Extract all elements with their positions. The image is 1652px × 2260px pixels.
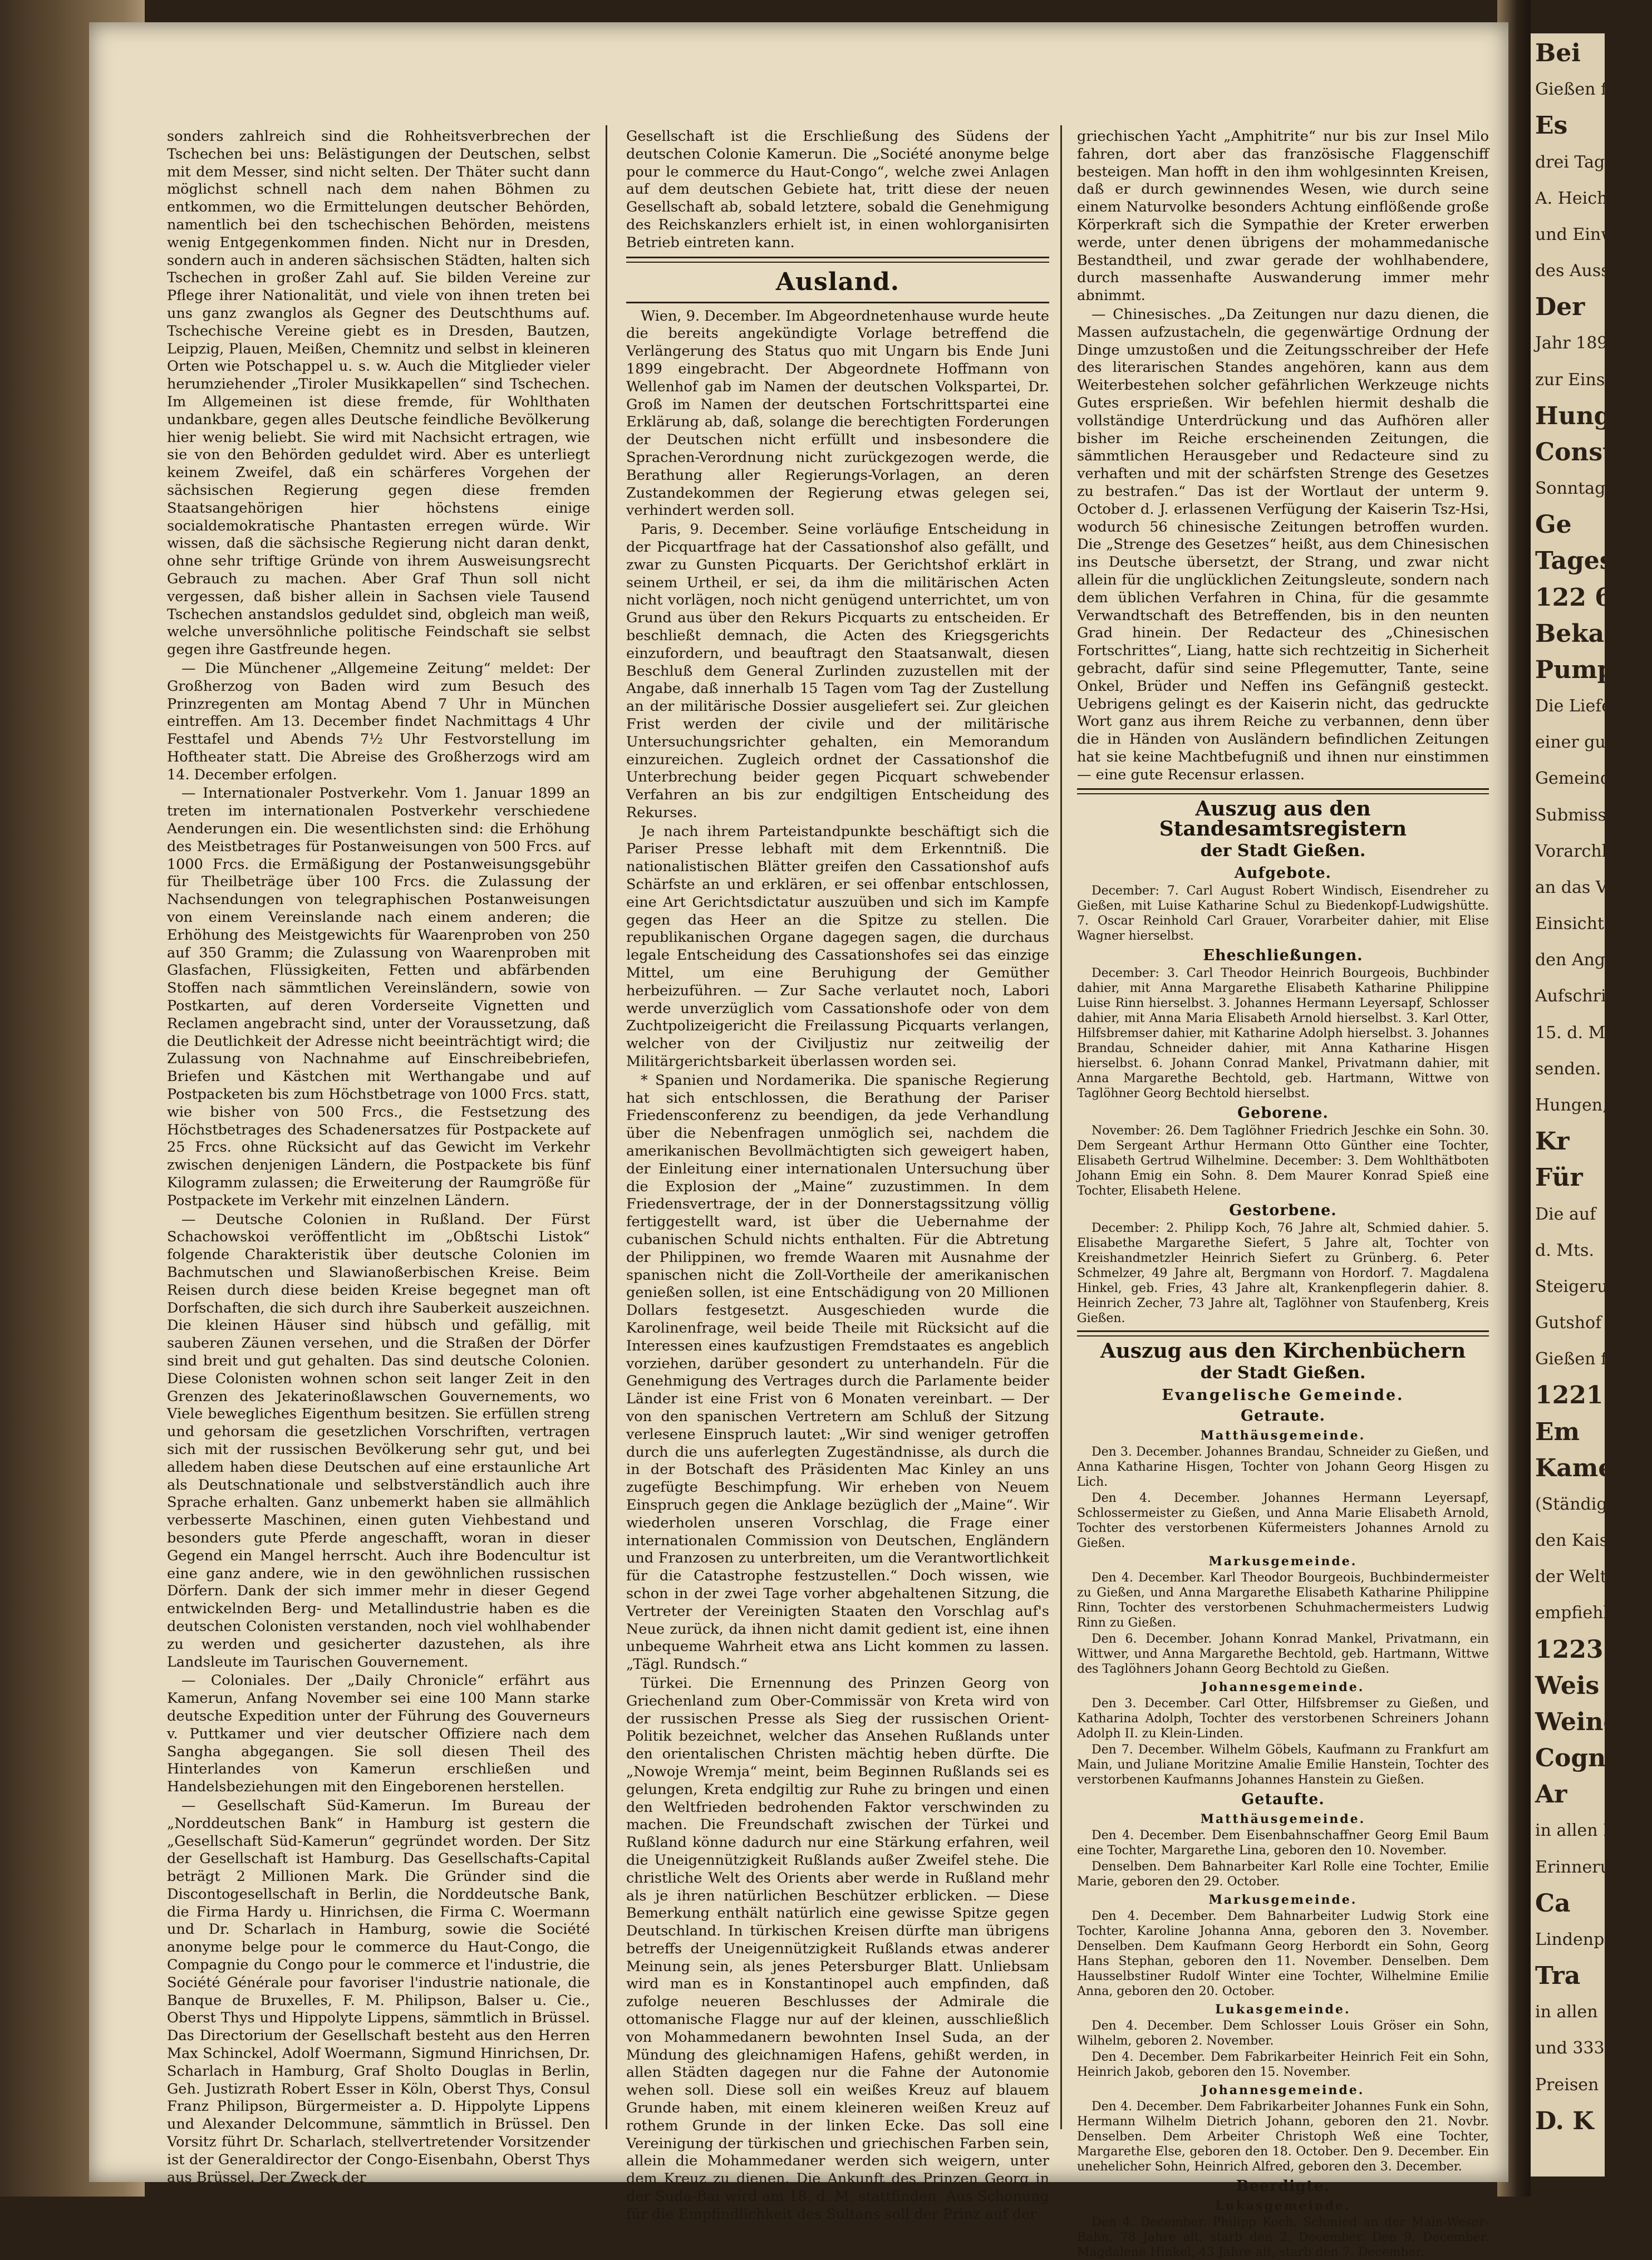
register-entry: November: 26. Dem Taglöhner Friedrich Jeschke ein Sohn. 30. Dem Sergeant Arthur Hermann Otto Günther eine Tochter, Elisabeth Gertrud Wilhelmine. December: 3. Dem Wohlthätboten Johann Emig ein Sohn. 8. Dem Maurer Konrad Spieß eine Tochter, Elisabeth Helene. bbox=[1077, 1123, 1489, 1198]
adjacent-page-text: Steigerung bbox=[1535, 1277, 1630, 1296]
subheading: Gestorbene. bbox=[1229, 1201, 1337, 1219]
subheading: Geborene. bbox=[1237, 1104, 1329, 1122]
adjacent-page-text: Consum bbox=[1535, 438, 1646, 466]
subheading: Evangelische Gemeinde. bbox=[1162, 1386, 1404, 1404]
register-entry: Den 4. December. Dem Bahnarbeiter Ludwig Stork eine Tochter, Karoline Johanna Anna, geboren den 3. November. Denselben. Dem Kaufmann Georg Herbordt ein Sohn, Georg Hans Stephan, geboren den 11. November. Denselben. Dem Hausselbstiner Rudolf Winter eine Tochter, Wilhelmine Emilie Anna, geboren den 20. October. bbox=[1077, 1909, 1489, 1999]
adjacent-page-text: den Angebo bbox=[1535, 950, 1636, 970]
parish-heading: Lukasgemeinde. bbox=[1215, 2002, 1351, 2017]
adjacent-page-text: Sonntag bbox=[1535, 479, 1606, 498]
church-register-city: der Stadt Gießen. bbox=[1200, 1363, 1366, 1383]
adjacent-page-text: Tages bbox=[1535, 547, 1614, 575]
subheading: Aufgebote. bbox=[1234, 864, 1332, 882]
parish-heading: Matthäusgemeinde. bbox=[1200, 1428, 1366, 1443]
column-rule bbox=[1060, 125, 1062, 2129]
adjacent-page-text: und 333er. G bbox=[1535, 2038, 1645, 2058]
register-entry: Den 7. December. Wilhelm Göbels, Kaufmann zu Frankfurt am Main, und Juliane Moritzine Amalie Emilie Hanstein, Tochter des verstorbenen Kaufmanns Johannes Hanstein zu Gießen. bbox=[1077, 1743, 1489, 1787]
article-text: — Coloniales. Der „Daily Chronicle“ erfährt aus Kamerun, Anfang November sei eine 100 Mann starke deutsche Expedition unter der Führung des Gouverneurs v. Puttkamer und vier deutscher Offiziere nach dem Sangha abgegangen. Sie soll diesen Theil des Hinterlandes von Kamerun erschließen und Handelsbeziehungen mit den Eingeborenen herstellen. bbox=[167, 1672, 590, 1796]
adjacent-page-text: 122 6 bbox=[1535, 583, 1612, 612]
register-entry: Den 3. December. Johannes Brandau, Schneider zu Gießen, und Anna Katharine Hisgen, Tochter von Johann Georg Hisgen zu Lich. bbox=[1077, 1445, 1489, 1490]
adjacent-page-text: Weine, bbox=[1535, 1708, 1628, 1736]
adjacent-page-text: Kr bbox=[1535, 1127, 1570, 1156]
adjacent-page-text: Pump bbox=[1535, 656, 1615, 684]
adjacent-page-text: Es bbox=[1535, 111, 1568, 140]
register-entry: Denselben. Dem Bahnarbeiter Karl Rolle eine Tochter, Emilie Marie, geboren den 29. October. bbox=[1077, 1860, 1489, 1889]
adjacent-page-text: D. K bbox=[1535, 2107, 1594, 2135]
register-entry: Den 4. December. Dem Fabrikarbeiter Heinrich Feit ein Sohn, Heinrich Jakob, geboren den 15. November. bbox=[1077, 2050, 1489, 2080]
register-entry: Den 4. December. Karl Theodor Bourgeois, Buchbindermeister zu Gießen, und Anna Margarethe Elisabeth Katharine Philippine Rinn, Tochter des verstorbenen Schuhmachermeisters Ludwig Rinn zu Gießen. bbox=[1077, 1571, 1489, 1630]
adjacent-page-text: Ge bbox=[1535, 510, 1572, 539]
parish-heading: Markusgemeinde. bbox=[1208, 1554, 1358, 1569]
adjacent-page-text: Die Liefe bbox=[1535, 696, 1612, 716]
parish-heading: Markusgemeinde. bbox=[1208, 1893, 1358, 1908]
adjacent-page-text: des Ausscha bbox=[1535, 261, 1640, 281]
adjacent-page-text: Hungen, bbox=[1535, 1095, 1608, 1115]
article-text: — Deutsche Colonien in Rußland. Der Fürst Schachowskoi veröffentlicht im „Obßtschi Listok“ folgende Charakteristik über deutsche Colonien im Bachmutschen und Slawianoßerbischen Kreise. Beim Reisen durch diese beiden Kreise begegnet man oft Dorfschaften, die sich durch ihre Sauberkeit auszeichnen. Die kleinen Häuser sind hübsch und gefällig, mit sauberen Zäunen versehen, und die Straßen der Dörfer sind breit und gut gehalten. Das sind deutsche Colonien. Diese Colonisten wohnen schon seit langer Zeit in den Grenzen des Jekaterinoßlawschen Gouvernements, wo Viele bewegliches Eigenthum besitzen. Sie erfüllen streng und gehorsam die gesetzlichen Vorschriften, vertragen sich mit der russischen Bevölkerung sehr gut, und bei alledem haben diese Deutschen auf eine erstaunliche Art als Deutschnationale und selbstverständlich auch ihre Sprache erhalten. Ganz unbemerkt haben sie allmählich verbesserte Maschinen, einen guten Viehbestand und besonders gute Pferde angeschafft, woran in dieser Gegend ein Mangel herrscht. Auch ihre Bodencultur ist eine ganz andere, wie in den gewöhnlichen russischen Dörfern. Dank der sich immer mehr in dieser Gegend entwickelnden Berg- und Metallindustrie haben es die deutschen Colonisten verstanden, noch viel wohlhabender zu werden und gesicherter dazustehen, als ihre Landsleute im Taurischen Gouvernement. bbox=[167, 1211, 590, 1671]
adjacent-page-text: Gießen finde bbox=[1535, 80, 1644, 99]
adjacent-page-text: Jahr 1899 bbox=[1535, 333, 1619, 353]
article-text: Gesellschaft ist die Erschließung des Südens der deutschen Colonie Kamerun. Die „Société anonyme belge pour le commerce du Haut-Congo“, welche zwei Anlagen auf dem deutschen Gebiete hat, tritt diese der neuen Gesellschaft ab, sobald letztere, sobald die Genehmigung des Reichskanzlers erhielt ist, in einen wohlorganisirten Betrieb eintreten kann. bbox=[626, 128, 1049, 251]
register-title: Auszug aus den Standesamtsregistern bbox=[1159, 797, 1407, 841]
adjacent-page-text: Für bbox=[1535, 1163, 1583, 1192]
adjacent-page-text: Ca bbox=[1535, 1889, 1571, 1918]
subheading: Getaufte. bbox=[1241, 1791, 1325, 1809]
adjacent-page-text: A. Heich bbox=[1535, 189, 1608, 208]
subheading: Getraute. bbox=[1240, 1407, 1326, 1425]
register-entry: Den 6. December. Johann Konrad Mankel, Privatmann, ein Wittwer, und Anna Margarethe Bechtold, geb. Hartmann, Wittwe des Taglöhners Johann Georg Bechtold zu Gießen. bbox=[1077, 1632, 1489, 1677]
adjacent-page-text: Einsicht offen bbox=[1535, 914, 1652, 934]
adjacent-page-text: Erinnerung, bbox=[1535, 1858, 1638, 1877]
register-entry: Den 4. December. Johannes Hermann Leyersapf, Schlossermeister zu Gießen, und Anna Marie Elisabeth Arnold, Tochter des verstorbenen Küfermeisters Johannes Arnold zu Gießen. bbox=[1077, 1491, 1489, 1551]
church-register-title: Auszug aus den Kirchenbüchern bbox=[1100, 1339, 1466, 1363]
adjacent-page-text: 12213 bbox=[1535, 1381, 1621, 1409]
parish-heading: Johannesgemeinde. bbox=[1201, 2083, 1365, 2098]
adjacent-page-text: und Einwe bbox=[1535, 225, 1625, 244]
parish-heading: Lukasgemeinde. bbox=[1215, 2198, 1351, 2213]
section-rule bbox=[626, 302, 1049, 303]
adjacent-page-text: Em bbox=[1535, 1418, 1580, 1446]
subheading: Beerdigte. bbox=[1236, 2178, 1330, 2195]
register-entry: December: 3. Carl Theodor Heinrich Bourgeois, Buchbinder dahier, mit Anna Margarethe Elisabeth Katharine Philippine Luise Rinn hierselbst. 3. Johannes Hermann Leyersapf, Schlosser dahier, mit Anna Maria Elisabeth Arnold hierselbst. 3. Karl Otter, Hilfsbremser dahier, mit Katharine Adolph hierselbst. 3. Johannes Brandau, Schneider dahier, mit Anna Katharine Hisgen hierselbst. 6. Johann Conrad Mankel, Privatmann dahier, mit Anna Margarethe Bechtold, geb. Hartmann, Wittwe von Taglöhner Georg Bechtold hierselbst. bbox=[1077, 966, 1489, 1101]
adjacent-page-text: (Ständiger bbox=[1535, 1495, 1625, 1514]
register-entry: Den 3. December. Carl Otter, Hilfsbremser zu Gießen, und Katharina Adolph, Tochter des verstorbenen Schreiners Johann Adolph II. zu Klein-Linden. bbox=[1077, 1697, 1489, 1741]
article-text: Türkei. Die Ernennung des Prinzen Georg von Griechenland zum Ober-Commissär von Kreta wird von der russischen Presse als Sieg der russischen Orient-Politik bezeichnet, welcher das Ansehen Rußlands unter den orientalischen Christen mächtig heben dürfte. Die „Nowoje Wremja“ meint, beim Beginnen Rußlands sei es gelungen, Kreta endgiltig zur Ruhe zu bringen und einen den Weltfrieden bedrohenden Faktor verschwinden zu machen. Die Freundschaft zwischen der Türkei und Rußland könne dadurch nur eine Stärkung erfahren, weil die Uneigennützigkeit Rußlands außer Zweifel stehe. Die christliche Welt des Orients aber werde in Rußland mehr als je ihren natürlichen Beschützer erblicken. — Diese Bemerkung enthält natürlich eine gewisse Spitze gegen Deutschland. In türkischen Kreisen dürfte man übrigens betreffs der Uneigennützigkeit Rußlands etwas anderer Meinung sein, als jenes Petersburger Blatt. Unliebsam wird man es in Konstantinopel auch empfinden, daß zufolge neueren Beschlusses der Admirale die ottomanische Flagge nur auf der kleinen, ausschließlich von Mohammedanern bewohnten Insel Suda, an der Mündung des gleichnamigen Hafens, gehißt werden, in allen Städten dagegen nur die Fahne der Autonomie wehen soll. Diese soll ein weißes Kreuz auf blauem Grunde haben, mit einem kleineren weißen Kreuz auf rothem Grunde in der linken Ecke. Das soll eine Vereinigung der türkischen und griechischen Farben sein, allein die Mohammedaner werden sich weigern, unter dem Kreuz zu dienen. Die Ankunft des Prinzen Georg in der Suda-Bai wird am 18. d. M. stattfinden. Aus Schonung für die Empfindlichkeit des Sultans soll der Prinz auf der bbox=[626, 1674, 1049, 2223]
adjacent-page-text: Vorarchläge bbox=[1535, 842, 1638, 861]
article-text: — Die Münchener „Allgemeine Zeitung“ meldet: Der Großherzog von Baden wird zum Besuch des Prinzregenten am Montag Abend 7 Uhr in München eintreffen. Am 13. December findet Nachmittags 4 Uhr Festtafel und Abends 7½ Uhr Festvorstellung im Hoftheater statt. Die Abreise des Großherzogs wird am 14. December erfolgen. bbox=[167, 660, 590, 783]
register-entry: December: 2. Philipp Koch, 76 Jahre alt, Schmied dahier. 5. Elisabethe Margarethe Siefert, 5 Jahre alt, Tochter von Kreishandmetzler Heinrich Siefert zu Grünberg. 6. Peter Schmelzer, 49 Jahre alt, Bergmann von Hordorf. 7. Magdalena Hinkel, geb. Fries, 43 Jahre alt, Krankenpflegerin dahier. 8. Heinrich Zecher, 73 Jahre alt, Taglöhner von Staufenberg, Kreis Gießen. bbox=[1077, 1221, 1489, 1325]
article-text: griechischen Yacht „Amphitrite“ nur bis zur Insel Milo fahren, dort aber das französische Flaggenschiff besteigen. Man hofft in den ihm wohlgesinnten Kreisen, daß er durch gewinnendes Wesen, wie durch seine einem Naturvolke besonders Achtung einflößende große Körperkraft sich die Sympathie der Kreter erwerben werde, unter denen übrigens der mohammedanische Bestandtheil, und zwar gerade der wohlhabendere, durch massenhafte Auswanderung immer mehr abnimmt. bbox=[1077, 128, 1489, 304]
adjacent-page-text: den Kaiserl bbox=[1535, 1531, 1631, 1550]
adjacent-page-text: Gießen finde bbox=[1535, 1349, 1644, 1369]
adjacent-page-text: an das Ver bbox=[1535, 878, 1624, 897]
section-heading-ausland: Ausland. bbox=[775, 267, 900, 296]
column-2 bbox=[626, 128, 1049, 2223]
adjacent-page-text: Kame bbox=[1535, 1454, 1614, 1482]
column-1 bbox=[167, 128, 590, 2186]
adjacent-page-text: in allen Preis bbox=[1535, 1821, 1646, 1840]
adjacent-page-text: 12231 bbox=[1535, 1635, 1621, 1664]
column-rule bbox=[606, 125, 607, 2129]
article-text: Paris, 9. December. Seine vorläufige Entscheidung in der Picquartfrage hat der Cassationshof also gefällt, und zwar zu Gunsten Picquarts. Der Gerichtshof erklärt in seinem Urtheil, er sei, da ihm die militärischen Acten nicht vorlägen, noch nicht genügend unterrichtet, um von Grund aus über den Rekurs Picquarts zu entscheiden. Er beschließt demnach, die Acten des Kriegsgerichts einzufordern, und beauftragt den Staatsanwalt, diesen Beschluß dem General Zurlinden zuzustellen mit der Angabe, daß innerhalb 15 Tagen vom Tag der Zustellung an der militärische Dossier ausgeliefert sei. Zur gleichen Frist werden der civile und der militärische Untersuchungsrichter gehalten, ein Memorandum einzureichen. Zugleich ordnet der Cassationshof die Unterbrechung beider gegen Picquart schwebender Verfahren an bis zur endgiltigen Entscheidung des Rekurses. bbox=[626, 521, 1049, 821]
adjacent-page-text: Lindenplatz bbox=[1535, 1930, 1635, 1949]
adjacent-page-fragment bbox=[1531, 33, 1652, 2177]
parish-heading: Johannesgemeinde. bbox=[1201, 1680, 1365, 1695]
article-text: — Chinesisches. „Da Zeitungen nur dazu dienen, die Massen aufzustacheln, die gegenwärtige Ordnung der Dinge umzustoßen und die Zeitungsschreiber der Hefe des literarischen Standes angehören, kann aus dem Weiterbestehen solcher gefährlichen Werkzeuge nichts Gutes ersprießen. Wir befehlen hiermit deshalb die vollständige Unterdrückung und das Aufhören aller bisher im Reiche erscheinenden Zeitungen, die sämmtlichen Herausgeber und Redacteure sind zu verhaften und mit der schärfsten Strenge des Gesetzes zu bestrafen.“ Das ist der Wortlaut der unterm 9. October d. J. erlassenen Verfügung der Kaiserin Tsz-Hsi, wodurch 56 chinesische Zeitungen betroffen wurden. Die „Strenge des Gesetzes“ heißt, aus dem Chinesischen ins Deutsche übersetzt, der Strang, und zwar nicht allein für die unglücklichen Zeitungsleute, sondern nach dem üblichen Verfahren in China, für die gesammte Verwandtschaft des Betreffenden, bis in den neunten Grad hinein. Der Redacteur des „Chinesischen Fortschrittes“, Liang, hatte sich rechtzeitig in Sicherheit gebracht, dafür sind seine Pflegemutter, Tante, seine Onkel, Brüder und Neffen ins Gefängniß gesteckt. Uebrigens gelingt es der Kaiserin nicht, das gedruckte Wort ganz aus ihrem Reiche zu verbannen, denn über die in Händen von Ausländern befindlichen Zeitungen hat sie keine Machtbefugniß und ihnen nur einstimmen — eine gute Recensur erlassen. bbox=[1077, 306, 1489, 783]
adjacent-page-text: empfiehlt bbox=[1535, 1603, 1616, 1623]
register-entry: December: 7. Carl August Robert Windisch, Eisendreher zu Gießen, mit Luise Katharine Schul zu Biedenkopf-Ludwigshütte. 7. Oscar Reinhold Carl Grauer, Vorarbeiter dahier, mit Elise Wagner hierselbst. bbox=[1077, 884, 1489, 944]
adjacent-page-text: Ar bbox=[1535, 1780, 1567, 1809]
adjacent-page-text: Aufschrift ver bbox=[1535, 986, 1652, 1006]
register-city: der Stadt Gießen. bbox=[1200, 841, 1366, 861]
article-text: Je nach ihrem Parteistandpunkte beschäftigt sich die Pariser Presse lebhaft mit dem Erkenntniß. Die nationalistischen Blätter greifen den Cassationshof aufs Schärfste an und erklären, er sei offenbar entschlossen, eine Art Gerichtsdictatur auszuüben und sich im Kampfe gegen das Heer an die Spitze zu stellen. Die republikanischen Organe dagegen sagen, die durchaus legale Entscheidung des Cassationshofes sei das einzige Mittel, um eine Beruhigung der Gemüther herbeizuführen. — Zur Sache verlautet noch, Labori werde unverzüglich vom Cassationshofe oder von dem Zuchtpolizeigericht die Freilassung Picquarts verlangen, welcher von der Civiljustiz nur zeitweilig der Militärgerichtsbarkeit überlassen worden sei. bbox=[626, 823, 1049, 1070]
adjacent-page-text: in allen bbox=[1535, 2002, 1598, 2022]
article-text: Wien, 9. December. Im Abgeordnetenhause wurde heute die bereits angekündigte Vorlage betreffend die Verlängerung des Status quo mit Ungarn bis Ende Juni 1899 eingebracht. Der Abgeordnete Hoffmann von Wellenhof gab im Namen der deutschen Volkspartei, Dr. Groß im Namen der deutschen Fortschrittspartei eine Erklärung ab, daß, solange die berechtigten Forderungen der Deutschen nicht erfüllt und insbesondere die Sprachen-Verordnung nicht zurückgezogen werde, die Berathung aller Regierungs-Vorlagen, an deren Zustandekommen der Regierung etwas gelegen sei, verhindert werden soll. bbox=[626, 307, 1049, 519]
article-text: sonders zahlreich sind die Rohheitsverbrechen der Tschechen bei uns: Belästigungen der Deutschen, selbst mit dem Messer, sind nicht selten. Der Thäter sucht dann möglichst schnell nach dem nahen Böhmen zu entkommen, wo die Ermittelungen deutscher Behörden, namentlich bei den tschechischen Behörden, meistens wenig Entgegenkommen finden. Nicht nur in Dresden, sondern auch in anderen sächsischen Städten, halten sich Tschechen in großer Zahl auf. Sie bilden Vereine zur Pflege ihrer Nationalität, und viele von ihnen treten bei uns ganz zwanglos als Gegner des Deutschthums auf. Tschechische Vereine giebt es in Dresden, Bautzen, Leipzig, Plauen, Meißen, Chemnitz und selbst in kleineren Orten wie Potschappel u. s. w. Auch die Mitglieder vieler herumziehender „Tiroler Musikkapellen“ sind Tschechen. Im Allgemeinen ist diese fremde, für Wohlthaten undankbare, gegen alles Deutsche feindliche Bevölkerung hier wenig beliebt. Sie wird mit Nachsicht ertragen, wie sie von den Behörden geduldet wird. Aber es unterliegt keinem Zweifel, daß ein schärferes Vorgehen der sächsischen Regierung gegen diese fremden Staatsangehörigen hier höchstens einige socialdemokratische Phantasten erregen würde. Wir wissen, daß die sächsische Regierung nicht daran denkt, ohne sehr triftige Gründe von ihrem Ausweisungsrecht Gebrauch zu machen. Aber Graf Thun soll nicht vergessen, daß bisher allein in Sachsen viele Tausend Tschechen anstandslos geduldet sind, obgleich man weiß, welche unversöhnliche politische Feindschaft sie selbst gegen ihre Gastfreunde hegen. bbox=[167, 128, 590, 659]
subheading: Eheschließungen. bbox=[1203, 947, 1363, 965]
adjacent-page-text: Gutshof Gro bbox=[1535, 1313, 1639, 1333]
article-text: — Internationaler Postverkehr. Vom 1. Januar 1899 an treten im internationalen Postverkehr verschiedene Aenderungen ein. Die wesentlichsten sind: die Erhöhung des Meistbetrages für Postanweisungen von 500 Frcs. auf 1000 Frcs. die Ermäßigung der Postanweisungsgebühr für Theilbeträge über 100 Frcs. die Zulassung der Nachsendungen von telegraphischen Postanweisungen von einem Vereinslande nach einem anderen; die Erhöhung des Meistgewichts für Waarenproben von 250 auf 350 Gramm; die Zulassung von Waarenproben mit Glasfachen, Flüssigkeiten, Fetten und abfärbenden Stoffen nach sämmtlichen Vereinsländern, sowie von Postkarten, auf deren Vorderseite Vignetten und Reclamen angebracht sind, unter der Voraussetzung, daß die Deutlichkeit der Adresse nicht beeinträchtigt wird; die Zulassung von Nachnahme auf Einschreibebriefen, Briefen und Kästchen mit Werthangabe und auf Postpacketen bis zum Höchstbetrage von 1000 Frcs. statt, wie bisher von 500 Frcs., die Festsetzung des Höchstbetrages des Schadenersatzes für Postpackete auf 25 Frcs. ohne Rücksicht auf das Gewicht im Verkehr zwischen denjenigen Ländern, die Postpackete bis fünf Kilogramm zulassen; die Erweiterung der Raumgröße für Postpackete im Verkehr mit einzelnen Ländern. bbox=[167, 785, 590, 1209]
register-entry: Den 4. December. Philipp Koch, Schmied an der Main-Weser-Bahn, 78 Jahre alt, starb den 2. December. Den 9. December. Magdalene Hinkel, 43 Jahre alt, starb den 7. December. bbox=[1077, 2215, 1489, 2259]
section-rule bbox=[626, 257, 1049, 263]
adjacent-page-text: Bei bbox=[1535, 39, 1581, 67]
column-3 bbox=[1077, 128, 1489, 2259]
adjacent-page-text: zur Einsicht bbox=[1535, 370, 1637, 390]
adjacent-page-text: senden. bbox=[1535, 1059, 1601, 1079]
register-entry: Den 4. December. Dem Fabrikarbeiter Johannes Funk ein Sohn, Hermann Wilhelm Dietrich Johann, geboren den 21. Novbr. Denselben. Dem Arbeiter Christoph Weß eine Tochter, Margarethe Else, geboren den 18. October. Den 9. December. Ein unehelicher Sohn, Heinrich Alfred, geboren den 3. December. bbox=[1077, 2100, 1489, 2174]
adjacent-page-text: Die auf bbox=[1535, 1205, 1596, 1224]
register-entry: Den 4. December. Dem Schlosser Louis Gröser ein Sohn, Wilhelm, geboren 2. November. bbox=[1077, 2019, 1489, 2048]
section-rule bbox=[1077, 788, 1489, 794]
article-text: — Gesellschaft Süd-Kamerun. Im Bureau der „Norddeutschen Bank“ in Hamburg ist gestern die „Gesellschaft Süd-Kamerun“ gegründet worden. Der Sitz der Gesellschaft ist Hamburg. Das Gesellschafts-Capital beträgt 2 Millionen Mark. Die Gründer sind die Discontogesellschaft in Berlin, die Norddeutsche Bank, die Firma Hardy u. Hinrichsen, die Firma C. Woermann und Dr. Scharlach in Hamburg, sowie die Société anonyme belge pour le commerce du Haut-Congo, die Compagnie du Congo pour le commerce et l'industrie, die Société Générale pour favoriser l'industrie nationale, die Banque de Bruxelles, F. M. Philipson, Balser u. Cie., Oberst Thys und Hippolyte Lippens, sämmtlich in Brüssel. Das Directorium der Gesellschaft besteht aus den Herren Max Schinckel, Adolf Woermann, Sigmund Hinrichsen, Dr. Scharlach in Hamburg, Graf Sholto Douglas in Berlin, Geh. Justizrath Robert Esser in Köln, Oberst Thys, Consul Franz Philipson, Bürgermeister a. D. Hippolyte Lippens und Alexander Delcommune, sämmtlich in Brüssel. Den Vorsitz führt Dr. Scharlach, stellvertretender Vorsitzender ist der Generaldirector der Congo-Eisenbahn, Oberst Thys aus Brüssel. Der Zweck der bbox=[167, 1797, 590, 2186]
adjacent-page-text: Cogn bbox=[1535, 1744, 1606, 1772]
section-rule bbox=[1077, 1330, 1489, 1337]
adjacent-page-text: Hung bbox=[1535, 402, 1611, 430]
adjacent-page-text: der Welt. B bbox=[1535, 1567, 1630, 1586]
adjacent-page-text: Weis bbox=[1535, 1672, 1600, 1700]
adjacent-page-text: d. Mts. bbox=[1535, 1241, 1594, 1260]
adjacent-page-text: Submission bbox=[1535, 805, 1633, 825]
adjacent-page-text: Preisen bbox=[1535, 2075, 1599, 2095]
adjacent-page-text: Tra bbox=[1535, 1962, 1581, 1990]
adjacent-page-text: Der bbox=[1535, 293, 1585, 321]
register-entry: Den 4. December. Dem Eisenbahnschaffner Georg Emil Baum eine Tochter, Margarethe Lina, geboren den 10. November. bbox=[1077, 1829, 1489, 1858]
adjacent-page-text: 15. d. M. bbox=[1535, 1023, 1611, 1043]
adjacent-page-text: Gemeinde bbox=[1535, 769, 1621, 788]
parish-heading: Matthäusgemeinde. bbox=[1200, 1812, 1366, 1827]
adjacent-page-text: Bekan bbox=[1535, 620, 1622, 648]
adjacent-page-text: einer gußeis bbox=[1535, 733, 1641, 752]
article-text: * Spanien und Nordamerika. Die spanische Regierung hat sich entschlossen, die Berathung der Pariser Friedensconferenz zu beendigen, da jede Verhandlung über die Nebenfragen unmöglich sei, nachdem die amerikanischen Bevollmächtigten sich geweigert haben, der Einleitung einer internationalen Untersuchung über die Explosion der „Maine“ zuzustimmen. In dem Friedensvertrage, der in der Donnerstagssitzung völlig fertiggestellt ward, ist über die Uebernahme der cubanischen Schuld nichts enthalten. Für die Abtretung der Philippinen, wo fremde Waaren mit Ausnahme der spanischen nicht die Zoll-Vortheile der amerikanischen genießen sollen, ist eine Entschädigung von 20 Millionen Dollars festgesetzt. Ausgeschieden wurde die Karolinenfrage, weil beide Theile mit Rücksicht auf die Interessen eines kaufzustigen Fremdstaates es angeblich vorziehen, darüber gesondert zu unterhandeln. Für die Genehmigung des Vertrages durch die Parlamente beider Länder ist eine Frist von 6 Monaten vereinbart. — Der von den spanischen Vertretern am Schluß der Sitzung verlesene Einspruch lautet: „Wir sind weniger getroffen durch die uns auferlegten Zugeständnisse, als durch die in der Botschaft des Präsidenten Mac Kinley an uns zugefügte Beschimpfung. Wir erheben von Neuem Einspruch gegen die Anklage bezüglich der „Maine“. Wir wiederholen unseren Vorschlag, die Frage einer internationalen Commission von Deutschen, Engländern und Franzosen zu unterbreiten, um die Verantwortlichkeit für die Catastrophe festzustellen.“ Doch wissen, wie schon in der zwei Tage vorher abgehaltenen Sitzung, die Vertreter der Vereinigten Staaten den Vorschlag auf's Neue zurück, da ihnen nicht damit gedient ist, eine ihnen unbequeme Wahrheit etwa ans Licht kommen zu lassen. „Tägl. Rundsch.“ bbox=[626, 1072, 1049, 1673]
adjacent-page-text: drei Tage bbox=[1535, 153, 1615, 172]
